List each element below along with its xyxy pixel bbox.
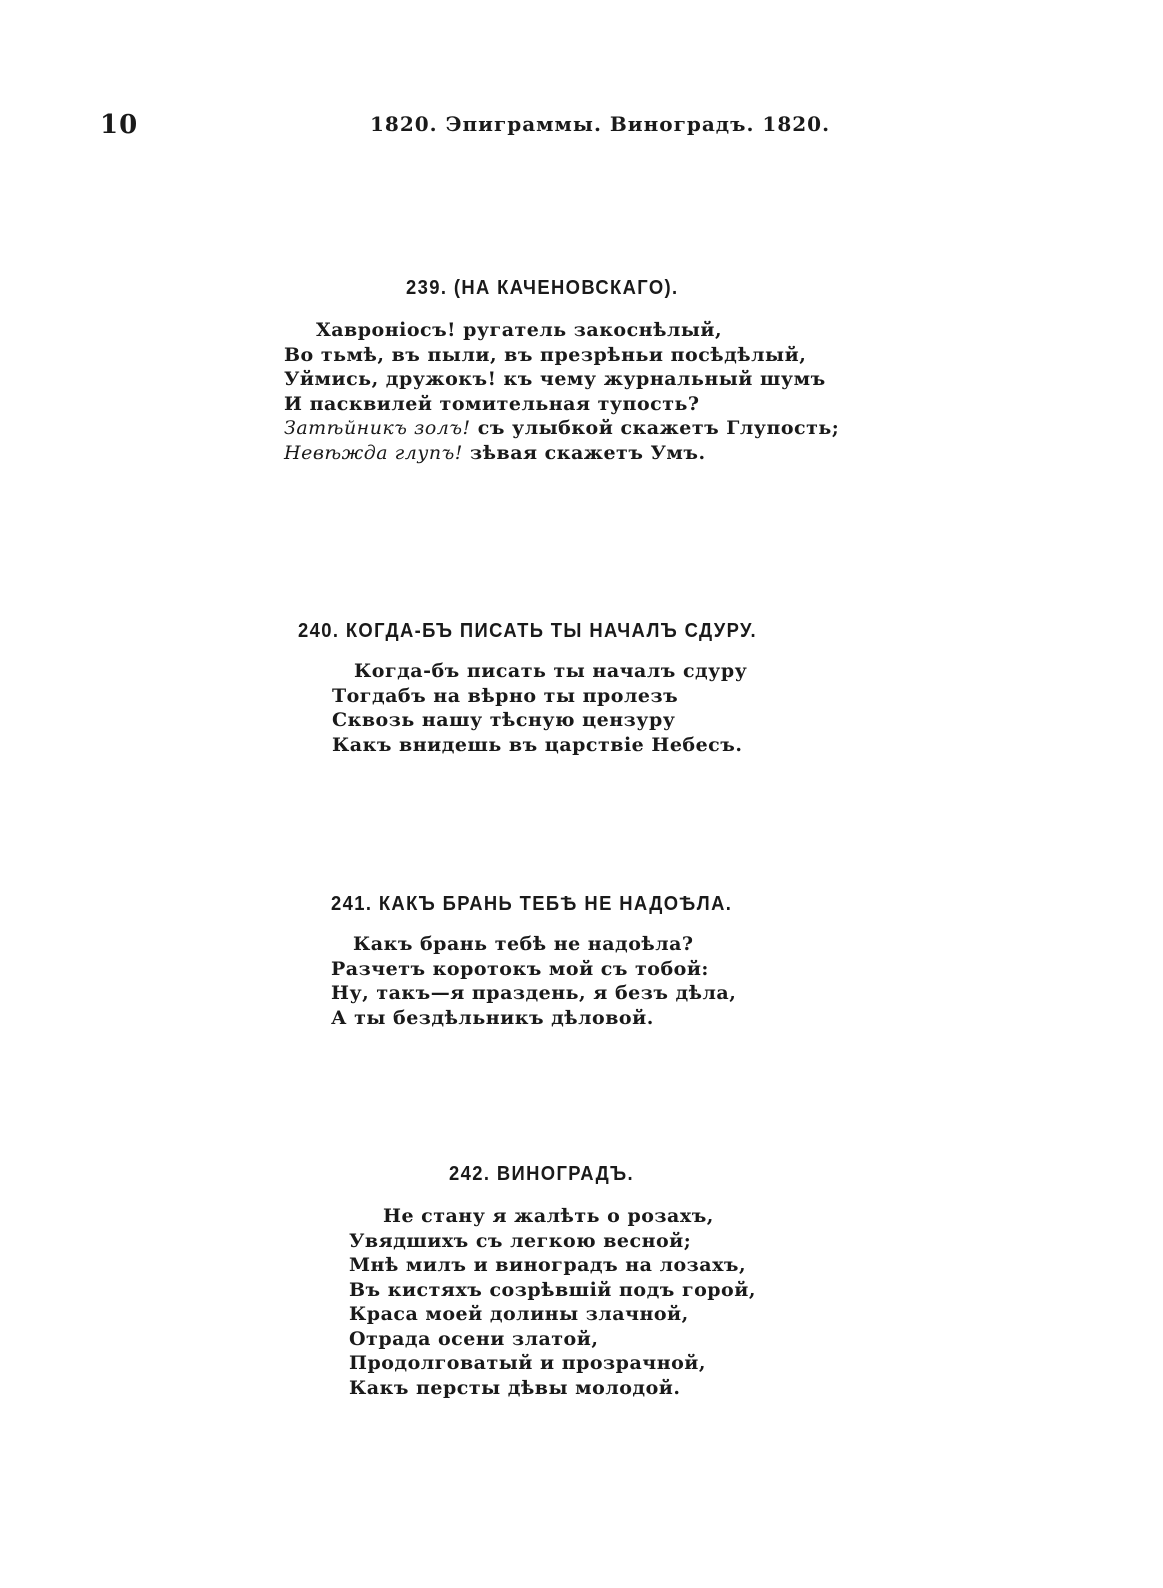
poem-line: Разчетъ коротокъ мой съ тобой:	[331, 957, 709, 980]
poem-line: Мнѣ милъ и виноградъ на лозахъ,	[349, 1254, 747, 1276]
poem-line: Ну, такъ—я праздень, я безъ дѣла,	[331, 982, 737, 1004]
poem-line	[284, 416, 839, 441]
line-rest: съ улыбкой скажетъ Глупость;	[470, 417, 840, 439]
running-head: 1820. Эпиграммы. Виноградъ. 1820.	[370, 112, 831, 136]
poem-body	[331, 932, 767, 1030]
poem-title: 241. КАКЪ БРАНЬ ТЕБѢ НЕ НАДОѢЛА.	[331, 893, 733, 915]
poem-line: Краса моей долины злачной,	[349, 1303, 689, 1325]
poem-line: Не стану я жалѣть о розахъ,	[383, 1205, 714, 1227]
poem-line: И пасквилей томительная тупость?	[284, 392, 700, 415]
poem-line: Сквозь нашу тѣсную цензуру	[332, 709, 676, 731]
italic-phrase: Невѣжда глупъ!	[284, 441, 463, 464]
page-number: 10	[100, 110, 139, 140]
poem-line: А ты бездѣльникъ дѣловой.	[331, 1006, 654, 1029]
poem-242	[349, 1163, 756, 1400]
poem-241	[331, 893, 767, 1030]
poem-line: Увядшихъ съ легкою весной;	[349, 1229, 692, 1252]
poem-title: 242. ВИНОГРАДЪ.	[449, 1163, 635, 1185]
poem-240	[298, 620, 797, 757]
poem-line: Въ кистяхъ созрѣвшій подъ горой,	[349, 1278, 756, 1301]
poem-line: Продолговатый и прозрачной,	[349, 1352, 706, 1374]
poem-body	[349, 1204, 756, 1400]
poem-line	[284, 441, 839, 466]
poem-line: Уймись, дружокъ! къ чему журнальный шумъ	[284, 368, 826, 390]
poem-line: Когда-бъ писать ты началъ сдуру	[354, 660, 748, 682]
line-rest: зѣвая скажетъ Умъ.	[462, 441, 706, 464]
poem-line: Во тьмѣ, въ пыли, въ презрѣньи посѣдѣлый,	[284, 343, 807, 366]
poem-line: Тогдабъ на вѣрно ты пролезъ	[332, 684, 679, 707]
poem-title: 240. КОГДА-БЪ ПИСАТЬ ТЫ НАЧАЛЪ СДУРУ.	[298, 620, 758, 642]
poem-line: Какъ брань тебѣ не надоѣла?	[353, 933, 694, 955]
poem-line: Какъ внидешь въ царствіе Небесъ.	[332, 733, 743, 756]
poem-line: Хавроніосъ! ругатель закоснѣлый,	[316, 319, 723, 341]
italic-phrase: Затѣйникъ золъ!	[284, 417, 471, 439]
poem-title: 239. (НА КАЧЕНОВСКАГО).	[406, 277, 679, 299]
poem-body	[332, 659, 797, 757]
poem-line: Какъ персты дѣвы молодой.	[349, 1376, 681, 1399]
poem-239	[284, 277, 839, 465]
poem-line: Отрада осени златой,	[349, 1327, 599, 1350]
poem-body	[284, 318, 839, 465]
